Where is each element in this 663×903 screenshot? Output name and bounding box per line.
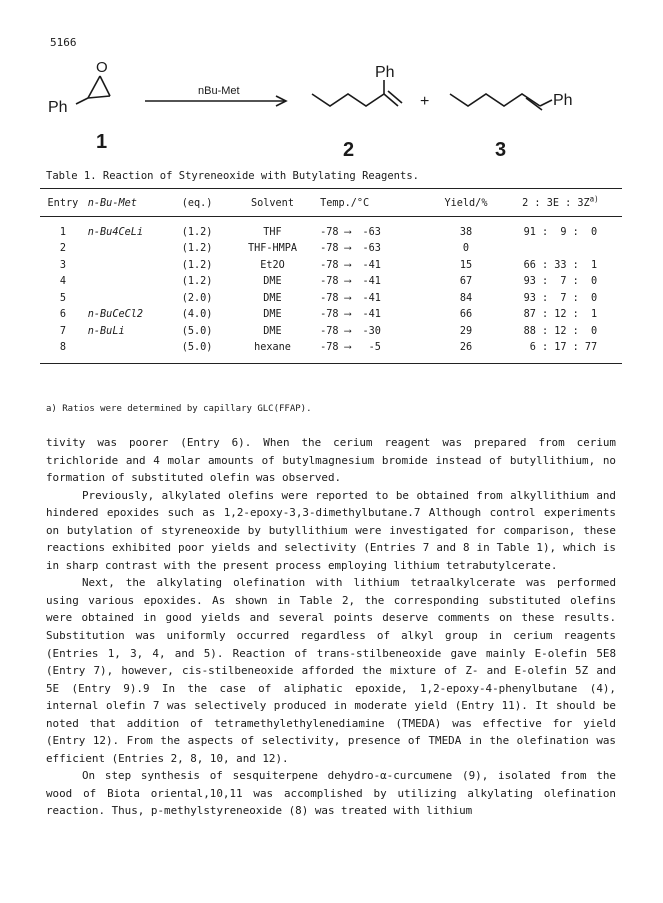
plus-sign: + (420, 93, 430, 110)
cell-solvent: DME (263, 276, 282, 288)
arrow-icon: ⟶ (338, 309, 357, 321)
cell-reagent: n-BuLi (87, 325, 125, 337)
paragraph-4: On step synthesis of sesquiterpene dehydro-α-curcumene (9), isolated from the wood of Biota oriental,10,11 was accomplished by utilizing alkylating olefination reaction. Thus, p-methylstyreneoxide (8) was treated with lithium (46, 769, 616, 818)
cell-reagent (86, 340, 168, 364)
reactant-ph-label: Ph (48, 99, 68, 116)
cell-temp (318, 340, 433, 364)
product-3-chain (450, 94, 540, 106)
header-eq: (eq.) (167, 189, 227, 217)
arrow-icon: ⟶ (338, 226, 357, 238)
cell-eq: (1.2) (181, 243, 213, 255)
cell-entry: 3 (59, 259, 66, 271)
cell-ratio (499, 241, 622, 258)
reaction-reagent-label: nBu-Met (198, 85, 240, 97)
cell-eq: (4.0) (181, 309, 213, 321)
cell-reagent (86, 274, 168, 291)
paragraph-3: Next, the alkylating olefination with lithium tetraalkylcerate was performed using various epoxides. As shown in Table 2, the corresponding substituted olefins were obtained in good yields and several points deserve comments on these results. Substitution was uniformly occurred regardless of alkyl group in cerium reagents (Entries 1, 3, 4, and 5). Reaction of trans-stilbeneoxide gave mainly E-olefin 5E8 (Entry 7), however, cis-stilbeneoxide afforded the mixture of Z- and E-olefin 5Z and 5E (Entry 9).9 In the case of aliphatic epoxide, 1,2-epoxy-4-phenylbutane (4), internal olefin 7 was selectively produced in moderate yield (Entry 11). It should be noted that addition of tetramethylethylenediamine (TMEDA) was effective for yield (Entry 12). From the aspects of selectivity, presence of TMEDA in the olefination was efficient (Entries 2, 8, 10, and 12). (46, 576, 616, 765)
epoxide-bond (88, 76, 100, 98)
header-entry: Entry (40, 189, 86, 217)
cell-entry: 2 (59, 243, 66, 255)
cell-solvent: DME (263, 325, 282, 337)
cell-reagent (86, 257, 168, 274)
cell-entry: 7 (59, 325, 66, 337)
product-2-ph-label: Ph (375, 64, 395, 81)
cell-yield: 26 (433, 340, 499, 364)
temp-end: -5 (368, 342, 381, 354)
cell-yield: 66 (459, 309, 473, 321)
cell-entry: 1 (59, 226, 66, 238)
cell-entry: 6 (59, 309, 66, 321)
cell-yield: 15 (459, 259, 473, 271)
cell-entry: 8 (40, 340, 86, 364)
table-footnote: a) Ratios were determined by capillary GLC(FFAP). (46, 404, 312, 414)
table-row (40, 241, 622, 258)
table-row (40, 217, 622, 241)
cell-temp (318, 323, 433, 340)
arrow-icon: ⟶ (338, 276, 357, 288)
cell-eq: (5.0) (181, 325, 213, 337)
header-solvent: Solvent (227, 189, 318, 217)
arrow-icon: ⟶ (338, 325, 357, 337)
cell-eq: (1.2) (181, 259, 213, 271)
cell-temp (318, 257, 433, 274)
cell-reagent: n-BuCeCl2 (87, 309, 143, 321)
cell-solvent: DME (263, 309, 282, 321)
temp-end: -41 (362, 292, 381, 304)
cell-ratio: 91 : 9 : 0 (523, 226, 598, 238)
temp-start: -78 (320, 342, 339, 354)
paragraph-1: tivity was poorer (Entry 6). When the cerium reagent was prepared from cerium trichloride and 4 molar amounts of butylmagnesium bromide instead of butyllithium, no formation of substituted olefin was observed. (46, 436, 616, 485)
product-3-ph-label: Ph (553, 92, 573, 109)
temp-end: -41 (362, 276, 381, 288)
cell-yield: 67 (459, 276, 473, 288)
table-row (40, 307, 622, 324)
cell-temp (318, 290, 433, 307)
cell-yield: 84 (459, 292, 473, 304)
oxygen-atom: O (96, 59, 108, 76)
page-number: 5166 (50, 36, 77, 49)
temp-start: -78 (320, 226, 339, 238)
epoxide-bond (88, 96, 110, 98)
temp-end: -41 (362, 259, 381, 271)
cell-solvent: Et2O (260, 259, 285, 271)
product-2-chain (312, 94, 384, 106)
header-ratio-footnote-mark: a) (589, 194, 599, 204)
cell-entry: 4 (59, 276, 66, 288)
table-row (40, 274, 622, 291)
temp-end: -63 (362, 243, 381, 255)
cell-ratio: 87 : 12 : 1 (523, 309, 598, 321)
cell-yield: 38 (459, 226, 473, 238)
phenyl-bond (76, 98, 88, 104)
arrow-icon: ⟶ (338, 243, 357, 255)
temp-end: -41 (362, 309, 381, 321)
product-3-ph-bond (540, 100, 552, 106)
cell-yield: 0 (462, 243, 470, 255)
temp-start: -78 (320, 292, 339, 304)
arrow-icon: ⟶ (338, 342, 357, 354)
cell-solvent: hexane (227, 340, 318, 364)
temp-start: -78 (320, 309, 339, 321)
cell-solvent: DME (263, 292, 282, 304)
table-body (40, 217, 622, 364)
cell-reagent (86, 241, 168, 258)
cell-ratio: 93 : 7 : 0 (523, 276, 598, 288)
results-table (40, 188, 622, 364)
cell-ratio: 93 : 7 : 0 (523, 292, 598, 304)
table-header-row (40, 189, 622, 217)
table-row (40, 257, 622, 274)
header-yield: Yield/% (433, 189, 499, 217)
header-ratio (499, 189, 622, 217)
arrow-icon: ⟶ (338, 292, 357, 304)
product-2-double-bond (384, 94, 398, 106)
cell-eq: (2.0) (181, 292, 213, 304)
temp-end: -63 (362, 226, 381, 238)
product-2-double-bond-2 (388, 91, 402, 103)
table-row (40, 340, 622, 364)
cell-eq: (1.2) (181, 226, 213, 238)
cell-solvent: THF (263, 226, 282, 238)
header-temp: Temp./°C (318, 189, 433, 217)
cell-eq: (1.2) (181, 276, 213, 288)
reaction-scheme (40, 58, 640, 168)
header-ratio-text: 2 : 3E : 3Z (522, 198, 590, 209)
cell-reagent (86, 290, 168, 307)
table-row (40, 290, 622, 307)
cell-reagent: n-Bu4CeLi (87, 226, 143, 238)
cell-ratio: 66 : 33 : 1 (523, 259, 598, 271)
cell-temp (318, 307, 433, 324)
cell-solvent: THF-HMPA (247, 243, 298, 255)
temp-start: -78 (320, 243, 339, 255)
arrow-icon: ⟶ (338, 259, 357, 271)
compound-1-number: 1 (96, 131, 108, 153)
cell-ratio: 88 : 12 : 0 (523, 325, 598, 337)
cell-eq: (5.0) (167, 340, 227, 364)
table-row (40, 323, 622, 340)
compound-2-number: 2 (343, 139, 355, 161)
table-caption: Table 1. Reaction of Styreneoxide with Butylating Reagents. (46, 170, 419, 182)
temp-start: -78 (320, 259, 339, 271)
cell-temp (318, 241, 433, 258)
temp-end: -30 (362, 325, 381, 337)
epoxide-bond (100, 76, 110, 96)
temp-start: -78 (320, 276, 339, 288)
cell-ratio: 6 : 17 : 77 (499, 340, 622, 364)
cell-entry: 5 (59, 292, 66, 304)
body-text (46, 434, 616, 820)
product-3-double-bond-2 (526, 98, 542, 110)
compound-3-number: 3 (495, 139, 507, 161)
temp-start: -78 (320, 325, 339, 337)
paragraph-2: Previously, alkylated olefins were reported to be obtained from alkyllithium and hindered epoxides such as 1,2-epoxy-3,3-dimethylbutane.7 Although control experiments on butylation of styreneoxide by butyllithium were investigated for comparison, these reactions exhibited poor yields and selectivity (Entries 7 and 8 in Table 1), which is in sharp contrast with the present process employing lithium tetrabutylcerate. (46, 488, 616, 572)
header-reagent: n-Bu-Met (86, 189, 168, 217)
cell-yield: 29 (459, 325, 473, 337)
cell-temp (318, 274, 433, 291)
cell-temp (318, 217, 433, 241)
